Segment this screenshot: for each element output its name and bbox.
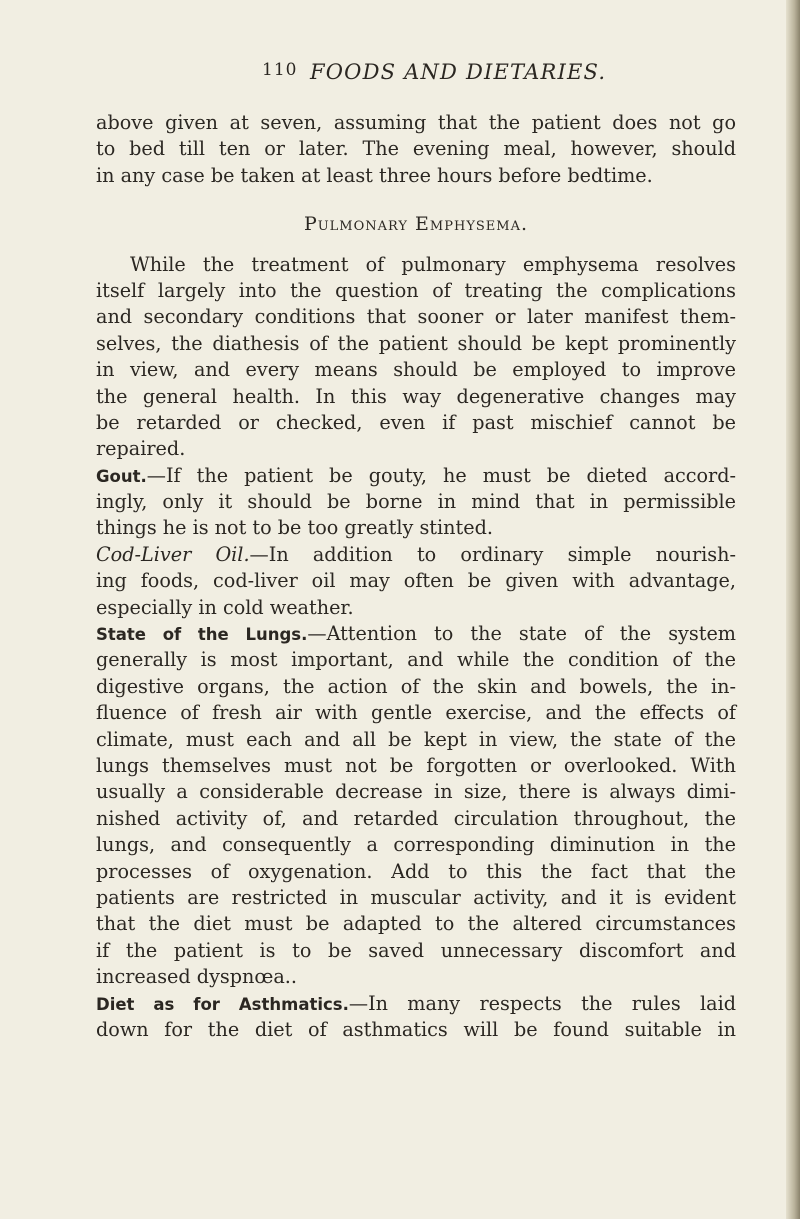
gout-side-heading: Gout. [96, 466, 147, 486]
text-line: repaired. [96, 437, 186, 461]
text-line: lungs themselves must not be forgotten or overlooked. With [96, 753, 736, 777]
text-line: fluence of fresh air with gentle exercise, and the effects of [96, 701, 736, 725]
gout-text: —If the patient be gouty, he must be dieted accord- [146, 463, 736, 487]
text-line: to bed till ten or later. The evening meal, however, should [96, 137, 736, 161]
text-line: lungs, and consequently a corresponding diminution in the [96, 833, 736, 857]
text-line: the general health. In this way degenerative changes may [96, 384, 736, 408]
asthmatics-paragraph-start [96, 991, 736, 1017]
text-line: things he is not to be too greatly stinted. [96, 516, 493, 540]
running-title: FOODS AND DIETARIES. [310, 60, 607, 84]
codliver-side-heading: Cod-Liver Oil. [96, 542, 250, 566]
text-line: itself largely into the question of treating the complications [96, 278, 736, 302]
gout-paragraph-start [96, 463, 736, 489]
section-heading: Pulmonary Emphysema. [303, 213, 529, 236]
text-line: digestive organs, the action of the skin and bowels, the in- [96, 674, 736, 698]
text-line: patients are restricted in muscular activity, and it is evident [96, 885, 736, 909]
text-line: nished activity of, and retarded circulation throughout, the [96, 806, 736, 830]
codliver-paragraph-start [96, 542, 736, 568]
text-line: especially in cold weather. [96, 595, 354, 619]
text-line: in any case be taken at least three hours before bedtime. [96, 163, 653, 187]
text-line: increased dyspnœa.. [96, 965, 298, 989]
page-number: 110 [262, 60, 298, 80]
text-line: and secondary conditions that sooner or later manifest them- [96, 305, 736, 329]
lungs-side-heading: State of the Lungs. [96, 625, 308, 645]
text-line: ing foods, cod-liver oil may often be given with advantage, [96, 569, 736, 593]
asthmatics-text: —In many respects the rules laid [348, 991, 736, 1015]
page-edge-shadow [786, 0, 800, 1219]
text-line: be retarded or checked, even if past mischief cannot be [96, 410, 736, 434]
text-line: usually a considerable decrease in size, there is always dimi- [96, 780, 736, 804]
text-line: ingly, only it should be borne in mind that in permissible [96, 490, 736, 514]
body-text [96, 110, 736, 1043]
text-line: processes of oxygenation. Add to this the fact that the [96, 859, 736, 883]
lungs-paragraph-start [96, 621, 736, 647]
text-line: generally is most important, and while the condition of the [96, 648, 736, 672]
text-line: selves, the diathesis of the patient should be kept prominently [96, 331, 736, 355]
page-header [0, 60, 800, 92]
text-line: down for the diet of asthmatics will be found suitable in [96, 1017, 736, 1041]
codliver-text: —In addition to ordinary simple nourish- [249, 542, 736, 566]
text-line: that the diet must be adapted to the altered circumstances [96, 912, 736, 936]
text-line: climate, must each and all be kept in view, the state of the [96, 727, 736, 751]
asthmatics-side-heading: Diet as for Asthmatics. [96, 994, 349, 1014]
text-line: above given at seven, assuming that the patient does not go [96, 111, 736, 134]
text-line: While the treatment of pulmonary emphysema resolves [130, 252, 736, 276]
text-line: if the patient is to be saved unnecessary discomfort and [96, 938, 736, 962]
text-line: in view, and every means should be employed to improve [96, 358, 736, 382]
lungs-text: —Attention to the state of the system [307, 622, 736, 646]
